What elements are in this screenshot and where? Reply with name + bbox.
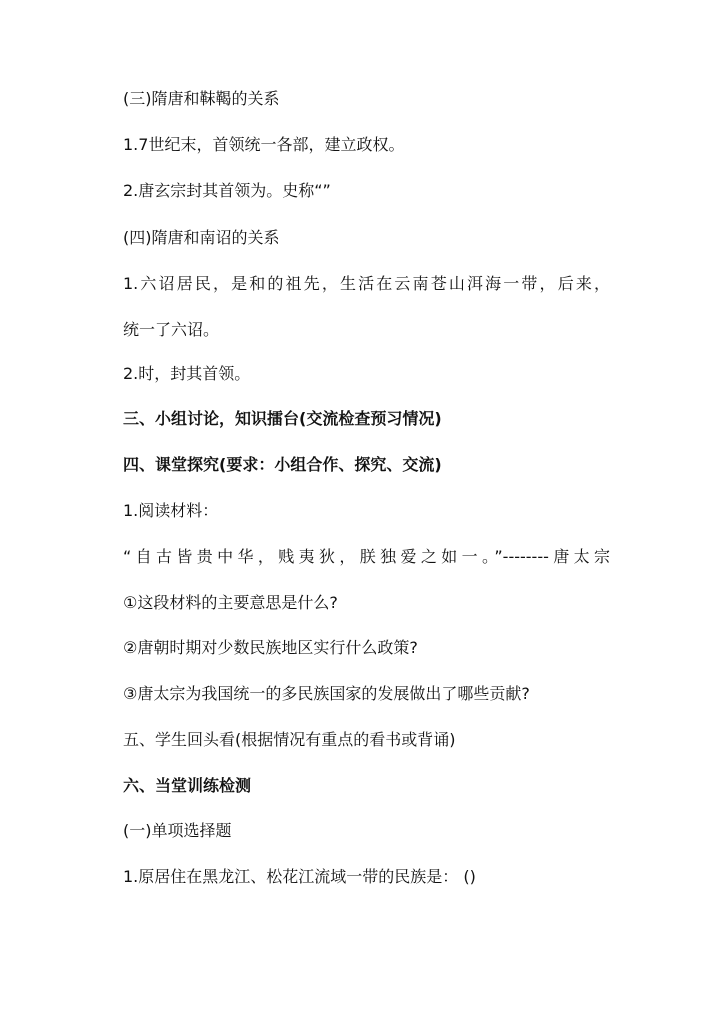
question-line: ②唐朝时期对少数民族地区实行什么政策? — [123, 638, 418, 657]
section-heading-review: 五、学生回头看(根据情况有重点的看书或背诵) — [123, 730, 456, 749]
paragraph-line: 2.时，封其首领。 — [123, 364, 251, 383]
question-line: ③唐太宗为我国统一的多民族国家的发展做出了哪些贡献? — [123, 684, 530, 703]
section-heading-mohe: (三)隋唐和靺鞨的关系 — [123, 89, 280, 108]
quote-line: “自古皆贵中华，贱夷狄，朕独爱之如一。”--------唐太宗 — [123, 547, 610, 566]
paragraph-line: 1.六诏居民，是和的祖先，生活在云南苍山洱海一带，后来， — [123, 274, 610, 293]
section-heading-group-discussion: 三、小组讨论，知识擂台(交流检查预习情况) — [123, 409, 442, 428]
section-heading-nanzhao: (四)隋唐和南诏的关系 — [123, 228, 280, 247]
section-heading-training: 六、当堂训练检测 — [123, 776, 252, 795]
paragraph-line: 2.唐玄宗封其首领为。史称“” — [123, 181, 331, 200]
paragraph-line: 1.阅读材料： — [123, 501, 219, 520]
paragraph-line: 1.7世纪末，首领统一各部，建立政权。 — [123, 135, 405, 154]
subsection-heading-single-choice: (一)单项选择题 — [123, 821, 232, 840]
question-line: 1.原居住在黑龙江、松花江流域一带的民族是： () — [123, 867, 476, 886]
section-heading-class-inquiry: 四、课堂探究(要求：小组合作、探究、交流) — [123, 455, 442, 474]
paragraph-line: 统一了六诏。 — [123, 320, 220, 339]
question-line: ①这段材料的主要意思是什么? — [123, 593, 338, 612]
